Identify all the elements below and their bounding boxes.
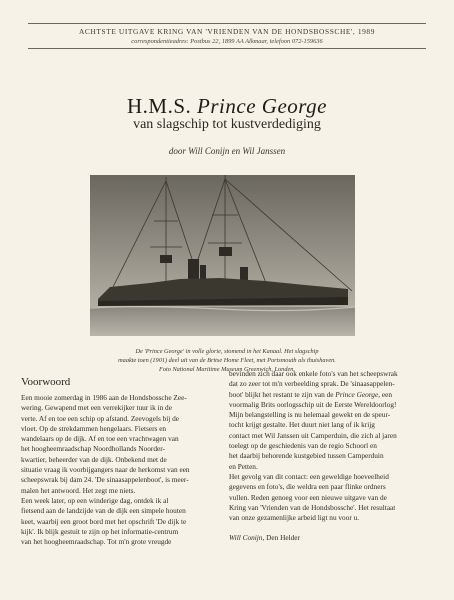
signature-place: , Den Helder bbox=[262, 533, 300, 543]
text-line: vloet. Op de strekdammen hengelaars. Fietsers en bbox=[21, 423, 167, 433]
header-address-line: correspondentieadres: Postbus 22, 1899 AA Alkmaar, telefoon 072-159636 bbox=[131, 38, 323, 45]
text-line: gegevens en foto's, die weldra een paar flinke ordners bbox=[229, 482, 386, 492]
text-line bbox=[229, 390, 427, 400]
article-title bbox=[0, 94, 454, 119]
text-line: Een mooie zomerdag in 1986 aan de Hondsbossche Zee- bbox=[21, 393, 187, 402]
header-rule-top bbox=[28, 23, 426, 24]
text-line: voormalig Brits oorlogsschip uit de Eerste Wereldoorlog! bbox=[229, 399, 397, 409]
text-line: en Petten. bbox=[229, 461, 258, 471]
text-line: wering. Gewapend met een verrekijker tuur ik in de bbox=[21, 403, 172, 413]
text-line: malen het antwoord. Het zegt me niets. bbox=[21, 485, 136, 495]
text-line: verte. Af en toe een schip op afstand. Zeevogels bij de bbox=[21, 413, 180, 423]
text-line: Mijn belangstelling is nu helemaal gewekt en de speur- bbox=[229, 410, 391, 420]
article-subtitle: van slagschip tot kustverdediging bbox=[133, 117, 321, 132]
text-line: contact met Wil Janssen uit Camperduin, die zich al jaren bbox=[229, 430, 397, 440]
section-heading-voorwoord: Voorwoord bbox=[21, 376, 71, 388]
text-line: Kring van 'Vrienden van de Hondsbossche'. Het resultaat bbox=[229, 502, 396, 512]
header-rule-bottom bbox=[28, 48, 426, 49]
text-fragment: boot' blijkt het restant te zijn van de bbox=[229, 389, 336, 399]
signature-name: Will Conijn bbox=[229, 533, 263, 543]
caption-line: De 'Prince George' in volle glorie, stomend in het Kanaal. Het slagschip bbox=[135, 348, 319, 355]
text-line: het hoogheemraadschap Noordhollands Noorder- bbox=[21, 444, 165, 454]
text-line: toelegt op de geschiedenis van de regio Schoorl en bbox=[229, 441, 377, 451]
text-line: vullen. Reden genoeg voor een nieuwe uitgave van de bbox=[229, 492, 387, 502]
text-line: kijk'. Ik blijk gestuit te zijn op het informatie-centrum bbox=[21, 526, 179, 536]
header-publication-line: ACHTSTE UITGAVE KRING VAN 'VRIENDEN VAN DE HONDSBOSSCHE', 1989 bbox=[78, 27, 375, 36]
ship-photograph bbox=[90, 175, 355, 336]
article-title-ship-name: Prince George bbox=[197, 94, 327, 118]
caption-line: Foto National Maritime Museum Greenwich, Londen. bbox=[158, 366, 295, 373]
text-fragment: , een bbox=[378, 389, 392, 399]
text-line: van het hoogheemraadschap. Tot m'n grote vreugde bbox=[21, 537, 172, 547]
text-line: fietsend aan de landzijde van de dijk een simpele houten bbox=[21, 506, 186, 516]
text-line: het daarbij behorende kustgebied tussen Camperduin bbox=[229, 451, 384, 461]
text-line: Het gevolg van dit contact: een geweldige hoeveelheid bbox=[229, 471, 389, 481]
text-line: keet, waarbij een groot bord met het opschrift 'De dijk te bbox=[21, 516, 187, 526]
text-line: wandelaars op de dijk. Af en toe een vrachtwagen van bbox=[21, 434, 179, 444]
text-line: Een week later, op een winderige dag, ontdek ik al bbox=[21, 495, 169, 505]
text-line: van onze gezamenlijke arbeid ligt nu voor u. bbox=[229, 513, 360, 523]
right-text-column bbox=[229, 369, 427, 544]
ship-name-italic: Prince George bbox=[335, 389, 379, 399]
caption-line: maakte toen (1901) deel uit van de Britse Home Fleet, met Portsmouth als thuishaven. bbox=[118, 357, 336, 364]
text-line: kwartier, beheerder van de dijk. Onbekend met de bbox=[21, 454, 167, 464]
text-line: scheepswrak bij dam 24. 'De sinaasappelenboot', is meer- bbox=[21, 475, 189, 485]
article-title-prefix: H.M.S. bbox=[127, 94, 198, 118]
text-line: bevinden zich daar ook enkele foto's van het scheepswrak bbox=[229, 369, 398, 378]
left-text-column bbox=[21, 393, 211, 547]
text-line: situatie vraag ik voorbijgangers naar de herkomst van een bbox=[21, 465, 190, 475]
text-line: tocht krijgt gestalte. Het duurt niet lang of ik krijg bbox=[229, 420, 375, 430]
text-line: dat zo zeer tot m'n verbeelding sprak. De 'sinaasappelen- bbox=[229, 379, 395, 389]
signature bbox=[229, 533, 427, 543]
article-byline: door Will Conijn en Wil Janssen bbox=[168, 146, 286, 156]
